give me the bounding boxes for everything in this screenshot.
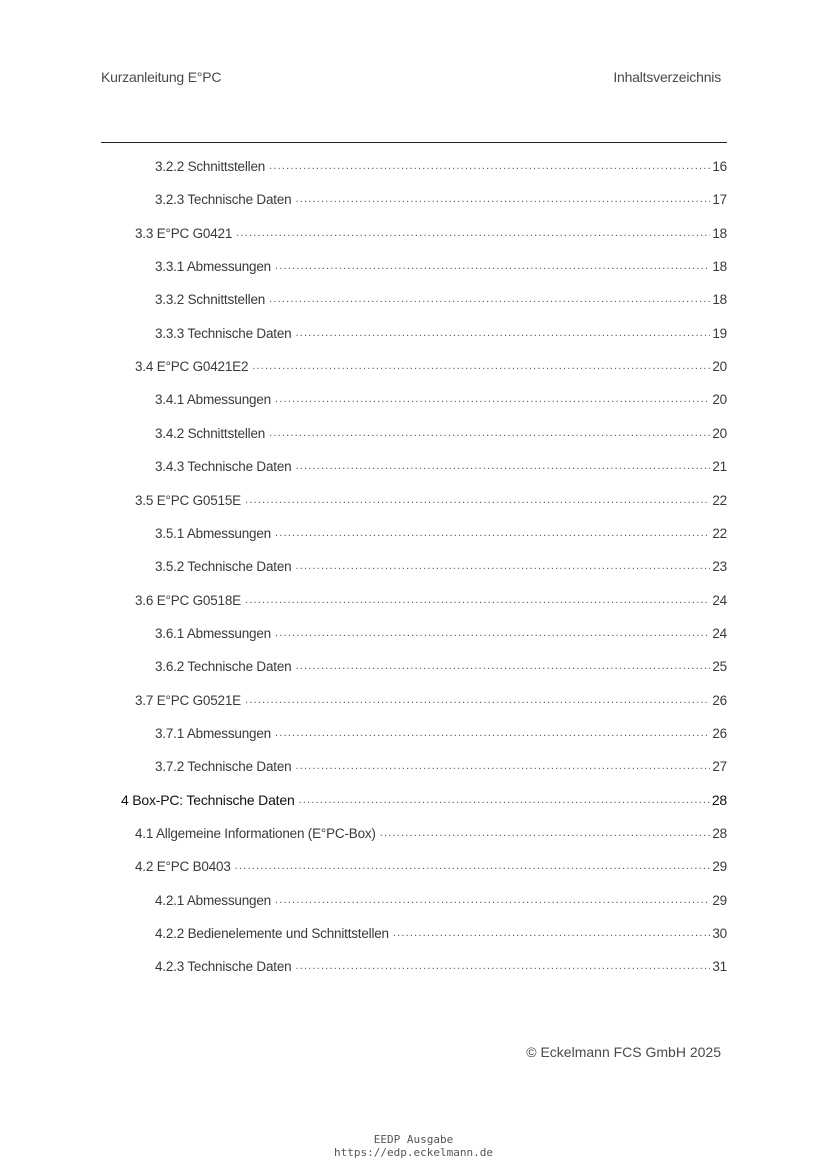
toc-entry-label: 3.3.3 Technische Daten bbox=[155, 326, 292, 341]
toc-entry[interactable] bbox=[155, 886, 727, 908]
toc-entry[interactable] bbox=[135, 852, 727, 874]
toc-entry-label: 4.1 Allgemeine Informationen (E°PC-Box) bbox=[135, 826, 376, 841]
toc-dot-leader bbox=[275, 527, 710, 539]
toc-entry-label: 3.4 E°PC G0421E2 bbox=[135, 359, 249, 374]
running-header-section: Inhaltsverzeichnis bbox=[613, 69, 721, 85]
toc-entry-label: 3.2.3 Technische Daten bbox=[155, 192, 292, 207]
toc-dot-leader bbox=[245, 494, 710, 506]
toc-entry-page-number: 29 bbox=[712, 893, 727, 908]
toc-entry[interactable] bbox=[155, 285, 727, 307]
toc-entry[interactable] bbox=[155, 385, 727, 407]
toc-entry[interactable] bbox=[155, 919, 727, 941]
toc-entry[interactable] bbox=[135, 819, 727, 841]
toc-dot-leader bbox=[299, 794, 710, 806]
toc-entry-page-number: 24 bbox=[712, 593, 727, 608]
toc-entry[interactable] bbox=[155, 519, 727, 541]
toc-entry[interactable] bbox=[135, 352, 727, 374]
toc-entry[interactable] bbox=[155, 319, 727, 341]
toc-entry-label: 3.7.2 Technische Daten bbox=[155, 759, 292, 774]
toc-entry-page-number: 21 bbox=[712, 459, 727, 474]
toc-entry-label: 3.7.1 Abmessungen bbox=[155, 726, 271, 741]
toc-dot-leader bbox=[393, 927, 711, 939]
toc-dot-leader bbox=[275, 627, 710, 639]
toc-dot-leader bbox=[295, 193, 710, 205]
toc-entry[interactable] bbox=[135, 486, 727, 508]
copyright-notice: © Eckelmann FCS GmbH 2025 bbox=[526, 1044, 721, 1060]
toc-entry-label: 3.5.2 Technische Daten bbox=[155, 559, 292, 574]
toc-entry[interactable] bbox=[155, 552, 727, 574]
toc-entry-label: 3.4.2 Schnittstellen bbox=[155, 426, 266, 441]
toc-entry-label: 3.4.3 Technische Daten bbox=[155, 459, 292, 474]
toc-entry-page-number: 17 bbox=[712, 192, 727, 207]
toc-entry[interactable] bbox=[135, 686, 727, 708]
toc-entry[interactable] bbox=[155, 952, 727, 974]
toc-entry-label: 3.3.1 Abmessungen bbox=[155, 259, 271, 274]
toc-dot-leader bbox=[295, 660, 710, 672]
toc-entry-label: 3.6.1 Abmessungen bbox=[155, 626, 271, 641]
toc-entry-page-number: 20 bbox=[712, 359, 727, 374]
toc-entry-page-number: 28 bbox=[711, 792, 727, 808]
toc-dot-leader bbox=[269, 293, 710, 305]
toc-entry[interactable] bbox=[155, 419, 727, 441]
toc-entry-label: 4.2.1 Abmessungen bbox=[155, 893, 271, 908]
toc-entry-label: 3.6 E°PC G0518E bbox=[135, 593, 241, 608]
toc-entry-label: 3.3 E°PC G0421 bbox=[135, 226, 233, 241]
toc-entry-page-number: 26 bbox=[712, 693, 727, 708]
toc-entry-label: 3.2.2 Schnittstellen bbox=[155, 159, 266, 174]
toc-entry[interactable] bbox=[155, 452, 727, 474]
toc-dot-leader bbox=[269, 427, 710, 439]
toc-entry-page-number: 18 bbox=[712, 259, 727, 274]
toc-entry-label: 4.2 E°PC B0403 bbox=[135, 859, 231, 874]
toc-dot-leader bbox=[275, 727, 710, 739]
toc-dot-leader bbox=[269, 160, 710, 172]
toc-entry[interactable] bbox=[155, 185, 727, 207]
toc-entry-label: 4 Box-PC: Technische Daten bbox=[121, 792, 295, 808]
toc-dot-leader bbox=[252, 360, 710, 372]
toc-entry-label: 3.3.2 Schnittstellen bbox=[155, 292, 266, 307]
toc-dot-leader bbox=[245, 594, 710, 606]
toc-entry[interactable] bbox=[135, 586, 727, 608]
toc-entry-label: 4.2.2 Bedienelemente und Schnittstellen bbox=[155, 926, 389, 941]
toc-dot-leader bbox=[295, 560, 710, 572]
toc-entry-label: 3.5.1 Abmessungen bbox=[155, 526, 271, 541]
toc-dot-leader bbox=[295, 960, 710, 972]
toc-dot-leader bbox=[275, 393, 710, 405]
running-header-title: Kurzanleitung E°PC bbox=[101, 69, 222, 85]
toc-entry-page-number: 18 bbox=[712, 292, 727, 307]
toc-entry[interactable] bbox=[155, 652, 727, 674]
toc-entry[interactable] bbox=[155, 152, 727, 174]
footer-edition: EEDP Ausgabe bbox=[373, 1133, 454, 1146]
toc-entry-page-number: 24 bbox=[712, 626, 727, 641]
toc-entry-page-number: 18 bbox=[712, 226, 727, 241]
toc-dot-leader bbox=[236, 227, 710, 239]
toc-entry-label: 4.2.3 Technische Daten bbox=[155, 959, 292, 974]
toc-dot-leader bbox=[295, 460, 710, 472]
footer-url[interactable]: https://edp.eckelmann.de bbox=[334, 1146, 493, 1159]
toc-entry[interactable] bbox=[135, 219, 727, 241]
toc-entry-page-number: 23 bbox=[712, 559, 727, 574]
toc-entry-page-number: 29 bbox=[712, 859, 727, 874]
toc-dot-leader bbox=[275, 260, 710, 272]
toc-entry-page-number: 30 bbox=[712, 926, 727, 941]
toc-dot-leader bbox=[380, 827, 711, 839]
toc-entry-page-number: 16 bbox=[712, 159, 727, 174]
page-footer bbox=[0, 1133, 827, 1159]
toc-dot-leader bbox=[245, 694, 710, 706]
toc-entry-label: 3.5 E°PC G0515E bbox=[135, 493, 241, 508]
toc-dot-leader bbox=[235, 860, 711, 872]
header-divider bbox=[101, 142, 727, 143]
toc-entry[interactable] bbox=[155, 752, 727, 774]
toc-entry[interactable] bbox=[155, 619, 727, 641]
toc-entry-page-number: 20 bbox=[712, 426, 727, 441]
toc-entry[interactable] bbox=[155, 719, 727, 741]
toc-entry-page-number: 22 bbox=[712, 493, 727, 508]
toc-entry-page-number: 28 bbox=[712, 826, 727, 841]
toc-entry[interactable] bbox=[121, 786, 727, 808]
toc-dot-leader bbox=[295, 327, 710, 339]
toc-entry-label: 3.7 E°PC G0521E bbox=[135, 693, 241, 708]
toc-entry-page-number: 20 bbox=[712, 392, 727, 407]
toc-entry[interactable] bbox=[155, 252, 727, 274]
toc-entry-label: 3.6.2 Technische Daten bbox=[155, 659, 292, 674]
toc-entry-page-number: 26 bbox=[712, 726, 727, 741]
toc-entry-page-number: 27 bbox=[712, 759, 727, 774]
toc-entry-page-number: 31 bbox=[712, 959, 727, 974]
toc-dot-leader bbox=[275, 894, 710, 906]
toc-entry-page-number: 22 bbox=[712, 526, 727, 541]
toc-entry-page-number: 25 bbox=[712, 659, 727, 674]
toc-entry-page-number: 19 bbox=[712, 326, 727, 341]
toc-entry-label: 3.4.1 Abmessungen bbox=[155, 392, 271, 407]
toc-dot-leader bbox=[295, 760, 710, 772]
